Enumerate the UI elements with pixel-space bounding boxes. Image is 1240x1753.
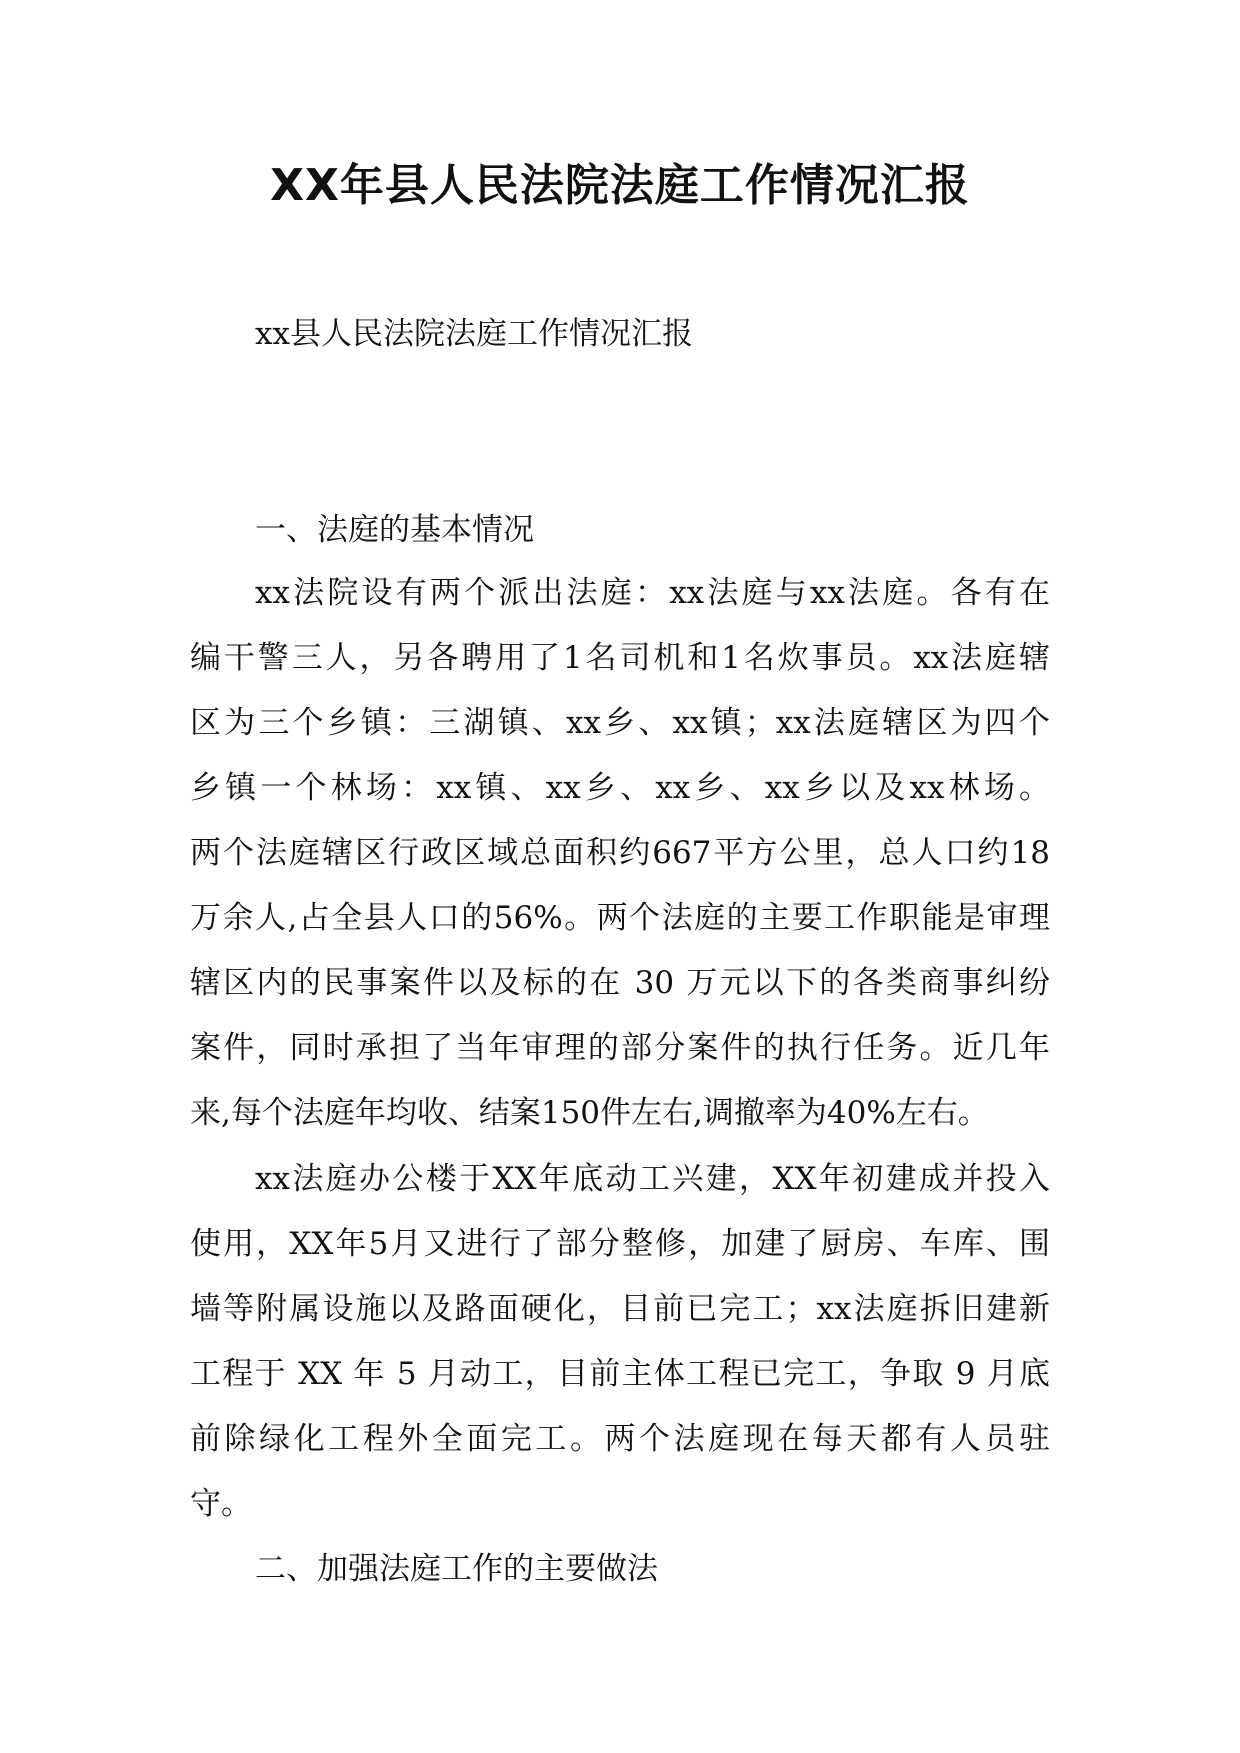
paragraph-line: 辖区内的民事案件以及标的在 30 万元以下的各类商事纠纷 — [190, 965, 1050, 1001]
paragraph-line: xx法庭办公楼于XX年底动工兴建，XX年初建成并投入 — [255, 1161, 1050, 1197]
document-title: XX年县人民法院法庭工作情况汇报 — [270, 160, 970, 211]
paragraph-line: 案件，同时承担了当年审理的部分案件的执行任务。近几年 — [190, 1030, 1050, 1066]
section-1-paragraph-1 — [190, 561, 1050, 1146]
document-subtitle: xx县人民法院法庭工作情况汇报 — [255, 316, 693, 352]
paragraph-line: 工程于 XX 年 5 月动工，目前主体工程已完工，争取 9 月底 — [190, 1356, 1050, 1392]
paragraph-line: 使用，XX年5月又进行了部分整修，加建了厨房、车库、围 — [190, 1226, 1050, 1262]
section-2-heading: 二、加强法庭工作的主要做法 — [255, 1551, 658, 1587]
paragraph-line: xx法院设有两个派出法庭：xx法庭与xx法庭。各有在 — [255, 575, 1050, 611]
section-1-heading: 一、法庭的基本情况 — [255, 512, 534, 548]
paragraph-line: 守。 — [190, 1486, 252, 1522]
paragraph-line: 前除绿化工程外全面完工。两个法庭现在每天都有人员驻 — [190, 1421, 1050, 1457]
paragraph-line: 编干警三人，另各聘用了1名司机和1名炊事员。xx法庭辖 — [190, 640, 1050, 676]
section-1-paragraph-2 — [190, 1147, 1050, 1537]
paragraph-line: 两个法庭辖区行政区域总面积约667平方公里，总人口约18 — [190, 835, 1050, 871]
paragraph-line: 墙等附属设施以及路面硬化，目前已完工；xx法庭拆旧建新 — [190, 1291, 1050, 1327]
paragraph-line: 来,每个法庭年均收、结案150件左右,调撤率为40%左右。 — [190, 1095, 989, 1131]
paragraph-line: 乡镇一个林场：xx镇、xx乡、xx乡、xx乡以及xx林场。 — [190, 770, 1050, 806]
paragraph-line: 区为三个乡镇：三湖镇、xx乡、xx镇；xx法庭辖区为四个 — [190, 705, 1050, 741]
paragraph-line: 万余人,占全县人口的56%。两个法庭的主要工作职能是审理 — [190, 900, 1050, 936]
